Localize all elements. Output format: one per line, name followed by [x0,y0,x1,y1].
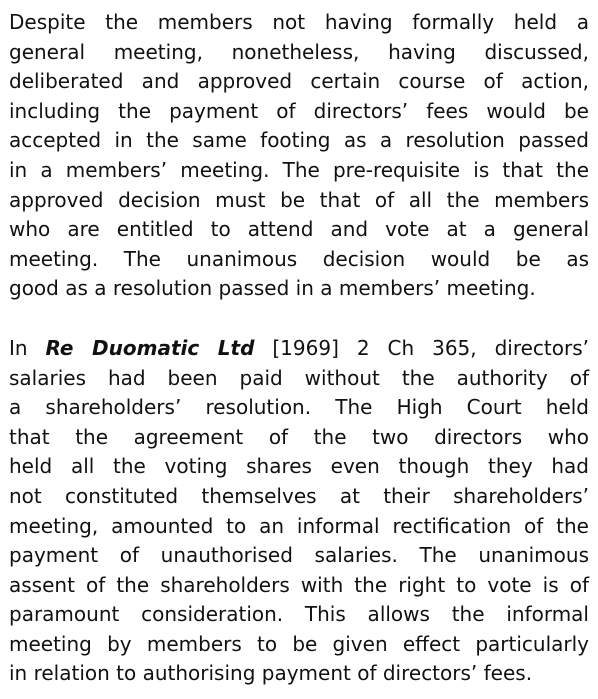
text-line: in relation to authorising payment of directors’ fees. [9,661,533,686]
paragraph-duomatic-case [9,334,589,689]
text-line: salaries had been paid without the authority of [9,365,589,390]
paragraph-spacer [9,304,589,334]
case-name: Re Duomatic Ltd [45,335,255,360]
text-line: assent of the shareholders with the right to vote is of [9,572,589,597]
text-line: approved decision must be that of all the members [9,187,589,212]
text-line: held all the voting shares even though they had [9,454,589,479]
text-line: meeting. The unanimous decision would be as [9,246,589,271]
text-line: in a members’ meeting. The pre-requisite is that the [9,157,589,182]
text-fragment: [1969] 2 Ch 365, directors’ [254,335,589,360]
text-line: deliberated and approved certain course of action, [9,69,589,94]
text-line: meeting by members to be given effect particularly [9,631,589,656]
paragraph-written-resolution [9,8,589,304]
text-line: Despite the members not having formally held a [9,10,589,34]
text-fragment: In [9,335,46,360]
text-line: good as a resolution passed in a members’ meeting. [9,276,536,301]
text-line: a shareholders’ resolution. The High Court held [9,395,589,420]
text-line: that the agreement of the two directors who [9,424,589,449]
text-line: including the payment of directors’ fees would be [9,98,589,123]
text-line: payment of unauthorised salaries. The unanimous [9,543,589,568]
text-line: paramount consideration. This allows the informal [9,602,589,627]
text-line-with-case-citation [9,334,589,364]
text-line: accepted in the same footing as a resolution passed [9,128,589,153]
text-line: general meeting, nonetheless, having discussed, [9,39,589,64]
text-line: meeting, amounted to an informal rectification of the [9,513,589,538]
text-line: who are entitled to attend and vote at a general [9,217,589,242]
text-line: not constituted themselves at their shareholders’ [9,483,589,508]
